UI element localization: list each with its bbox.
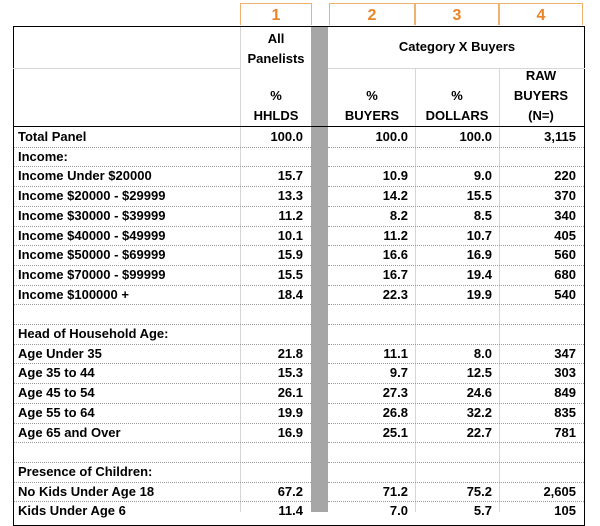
row-value-col2: 9.7	[389, 365, 408, 381]
row-label: Age 35 to 44	[18, 365, 95, 381]
row-value-col3: 19.4	[466, 266, 492, 282]
row-value-col1: 10.1	[277, 227, 303, 243]
row-value-col2: 11.2	[383, 227, 408, 243]
row-label: Head of Household Age:	[18, 326, 169, 341]
row-divider	[328, 285, 584, 286]
header-col4-sub: RAW BUYERS (N=)	[513, 68, 569, 123]
row-value-col2: 11.1	[383, 345, 408, 361]
header-col1-sub: % HHLDS	[253, 88, 299, 123]
row-value-col2: 25.1	[382, 424, 408, 440]
row-label: Income $50000 - $69999	[18, 247, 166, 263]
row-label: Age 45 to 54	[18, 385, 95, 401]
header-all-panelists: All Panelists	[247, 31, 305, 66]
row-divider	[328, 442, 584, 443]
row-divider	[14, 147, 311, 148]
row-value-col4: 303	[554, 365, 576, 381]
row-value-col3: 19.9	[466, 286, 492, 302]
row-value-col3: 15.5	[466, 188, 492, 204]
row-value-col4: 835	[554, 404, 576, 420]
row-label: Presence of Children:	[18, 463, 153, 479]
row-value-col2: 14.2	[382, 188, 408, 204]
row-label: Age 55 to 64	[18, 404, 95, 420]
row-value-col1: 11.4	[278, 503, 303, 519]
row-value-col1: 19.9	[277, 404, 303, 420]
row-divider	[328, 206, 584, 207]
row-value-col1: 100.0	[270, 129, 303, 144]
row-divider	[14, 462, 311, 463]
row-value-col4: 2,605	[543, 483, 576, 499]
row-divider	[328, 245, 584, 246]
row-label: No Kids Under Age 18	[18, 483, 155, 499]
row-label: Income Under $20000	[18, 168, 152, 184]
row-divider	[328, 186, 584, 187]
row-divider	[328, 265, 584, 266]
row-divider	[328, 403, 584, 404]
row-value-col4: 849	[554, 385, 576, 401]
row-divider	[14, 363, 311, 364]
row-label: Age 65 and Over	[18, 424, 121, 440]
row-value-col4: 540	[554, 286, 576, 302]
row-divider	[328, 363, 584, 364]
row-value-col3: 8.5	[473, 207, 492, 223]
header-col2-sub: % BUYERS	[344, 88, 400, 123]
row-value-col4: 347	[554, 345, 576, 361]
row-value-col1: 15.7	[277, 168, 303, 184]
header-top-line	[13, 26, 585, 27]
row-value-col2: 22.3	[382, 286, 408, 302]
row-value-col4: 370	[554, 188, 576, 204]
row-value-col4: 340	[554, 207, 576, 223]
row-label: Income $20000 - $29999	[18, 188, 166, 204]
row-divider	[328, 147, 584, 148]
row-value-col4: 405	[554, 227, 576, 243]
row-divider	[328, 482, 584, 483]
row-value-col3: 24.6	[466, 385, 492, 401]
row-value-col1: 13.3	[277, 188, 303, 204]
row-divider	[14, 166, 311, 167]
row-value-col2: 16.6	[382, 247, 408, 263]
row-value-col1: 16.9	[277, 424, 303, 440]
row-value-col2: 7.0	[389, 503, 408, 519]
row-label: Income:	[18, 148, 68, 164]
row-value-col4: 105	[554, 503, 576, 519]
header-bottom-line	[13, 126, 585, 127]
row-value-col1: 11.2	[278, 207, 303, 223]
row-value-col4: 3,115	[544, 129, 576, 144]
row-value-col3: 10.7	[466, 227, 492, 243]
row-value-col3: 22.7	[466, 424, 492, 440]
header-col3-sub: % DOLLARS	[425, 88, 489, 123]
row-divider	[14, 403, 311, 404]
column-number-3: 3	[415, 3, 499, 25]
header-mid-line	[13, 68, 241, 69]
column-number-1: 1	[240, 3, 312, 25]
row-value-col2: 100.0	[375, 129, 408, 144]
row-divider	[328, 226, 584, 227]
row-divider	[328, 344, 584, 345]
row-divider	[328, 304, 584, 305]
row-value-col4: 220	[554, 168, 576, 184]
row-label: Income $40000 - $49999	[18, 227, 166, 243]
row-divider	[14, 482, 311, 483]
row-divider	[328, 166, 584, 167]
row-value-col1: 26.1	[277, 385, 303, 401]
row-divider	[14, 304, 311, 305]
row-label: Total Panel	[18, 129, 87, 144]
row-value-col2: 27.3	[382, 385, 408, 401]
row-value-col4: 680	[554, 266, 576, 282]
row-divider	[14, 186, 311, 187]
row-label: Income $70000 - $99999	[18, 266, 166, 282]
row-value-col3: 100.0	[459, 129, 492, 144]
row-value-col2: 10.9	[382, 168, 408, 184]
row-divider	[14, 501, 311, 502]
row-value-col2: 16.7	[382, 266, 408, 282]
row-value-col2: 8.2	[389, 207, 408, 223]
column-number-2: 2	[329, 3, 415, 25]
row-value-col1: 18.4	[277, 286, 303, 302]
row-value-col3: 5.7	[473, 503, 492, 519]
row-value-col1: 21.8	[277, 345, 303, 361]
row-value-col1: 15.9	[277, 247, 303, 263]
row-divider	[14, 226, 311, 227]
row-value-col3: 9.0	[473, 168, 492, 184]
column-number-4: 4	[499, 3, 583, 25]
row-value-col2: 26.8	[382, 404, 408, 420]
row-label: Age Under 35	[18, 345, 102, 361]
row-label: Kids Under Age 6	[18, 503, 126, 519]
row-divider	[14, 245, 311, 246]
row-divider	[328, 383, 584, 384]
row-value-col1: 15.3	[277, 365, 303, 381]
row-value-col1: 15.5	[277, 266, 303, 282]
row-divider	[328, 324, 584, 325]
row-divider	[14, 383, 311, 384]
row-divider	[328, 462, 584, 463]
header-category-group: Category X Buyers	[398, 39, 516, 54]
row-divider	[328, 423, 584, 424]
row-value-col1: 67.2	[277, 483, 303, 499]
row-divider	[328, 501, 584, 502]
row-value-col3: 32.2	[466, 404, 492, 420]
row-value-col3: 8.0	[473, 345, 492, 361]
row-value-col4: 560	[554, 247, 576, 263]
row-label: Income $100000 +	[18, 286, 129, 302]
row-divider	[14, 285, 311, 286]
row-value-col3: 12.5	[466, 365, 492, 381]
row-divider	[14, 442, 311, 443]
row-divider	[14, 423, 311, 424]
row-value-col3: 16.9	[466, 247, 492, 263]
row-divider	[14, 265, 311, 266]
row-divider	[14, 206, 311, 207]
row-value-col2: 71.2	[382, 483, 408, 499]
row-divider	[14, 324, 311, 325]
row-label: Income $30000 - $39999	[18, 207, 166, 223]
row-value-col3: 75.2	[466, 483, 492, 499]
row-value-col4: 781	[554, 424, 576, 440]
row-divider	[14, 344, 311, 345]
